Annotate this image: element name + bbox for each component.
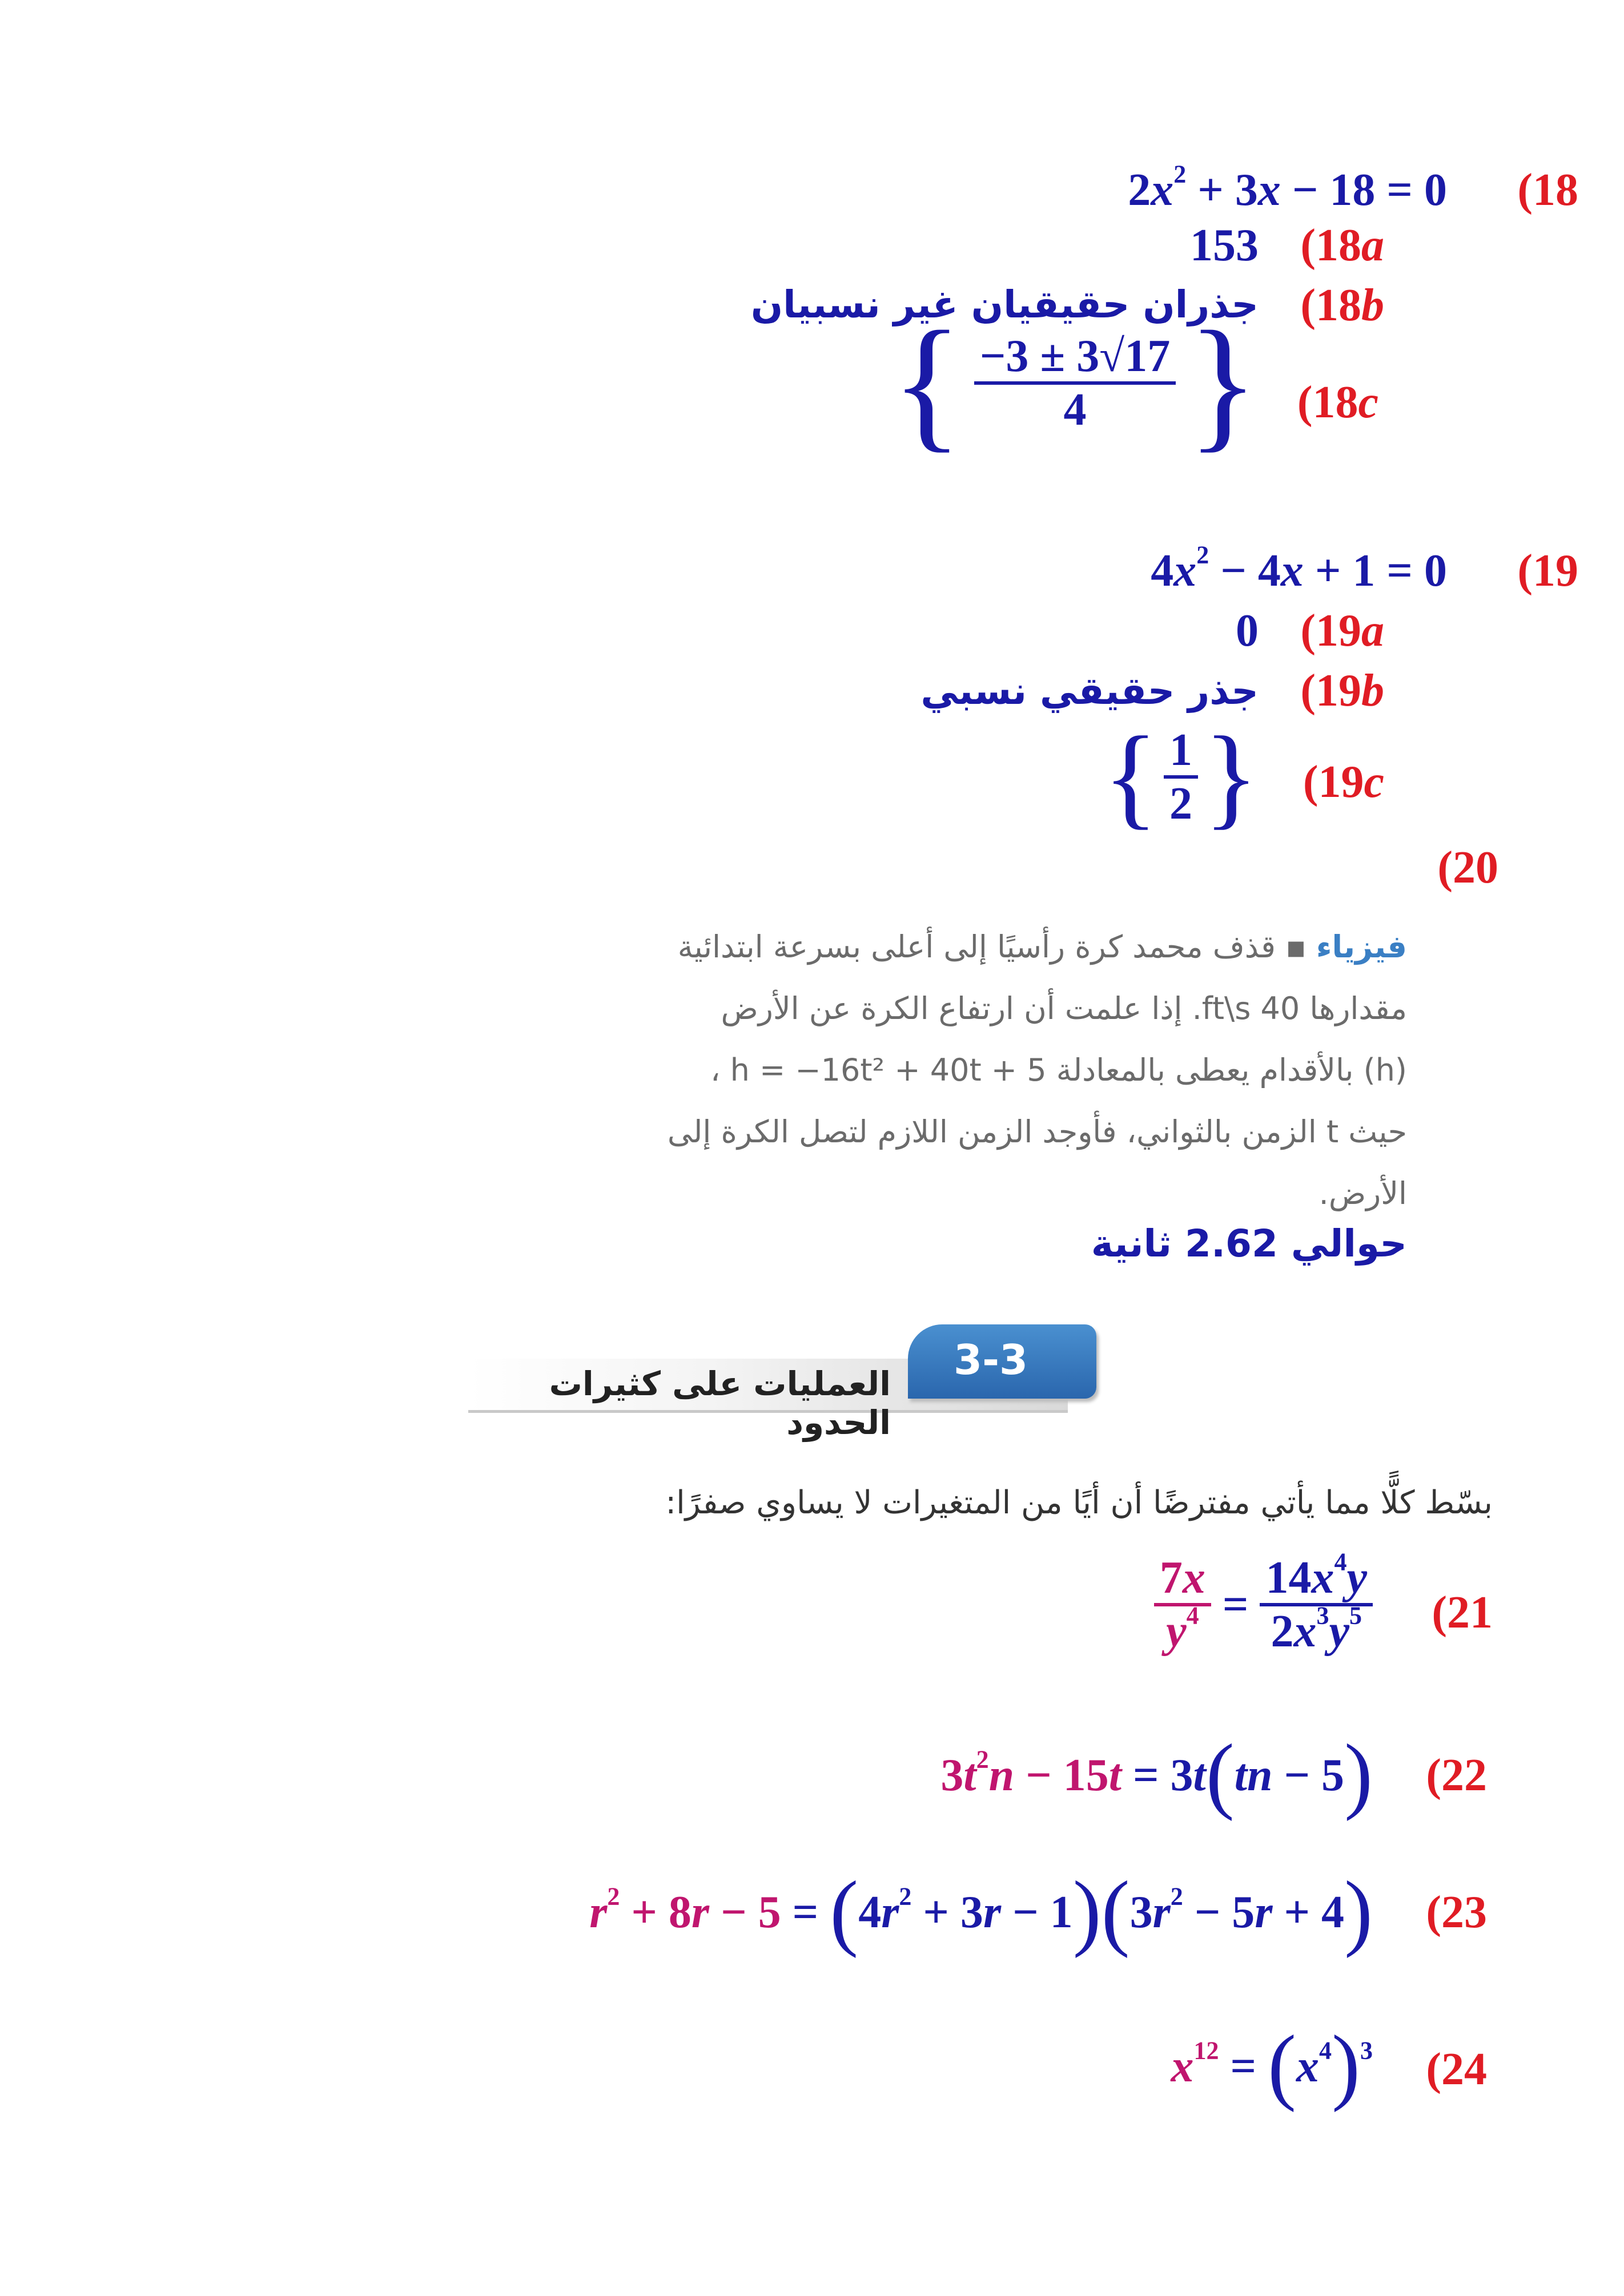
q20-line2: مقدارها 40 ft\s. إذا علمت أن ارتفاع الكرة عن الأرض	[721, 990, 1407, 1026]
q20-line4: حيث t الزمن بالثواني، فأوجد الزمن اللازم لتصل الكرة إلى	[667, 1114, 1407, 1150]
q19-equation: $4x^2 - 4x + 1 = 0$	[1151, 541, 1447, 596]
q20-tag: فيزياء	[1316, 929, 1407, 965]
q19-number: (19	[1517, 546, 1578, 596]
q19b-value: جذر حقيقي نسبي	[920, 669, 1259, 713]
q20-problem-text: فيزياء ▪ قذف محمد كرة رأسيًا إلى أعلى بسرعة ابتدائية مقدارها 40 ft\s. إذا علمت أن ارتفاع الكرة عن الأرض (h) بالأقدام يعطى بالمعادلة h = −16t² + 40t + 5 ، حيث t الزمن بالثواني، فأوجد الزمن اللازم لتصل الكرة إلى الأرض.	[493, 916, 1407, 1224]
q21-rhs: $\frac{14x^4y}{2x^3y^5}$	[1260, 1553, 1373, 1657]
q19c-label: (19c	[1303, 757, 1384, 807]
q19a-value: 0	[1236, 606, 1259, 656]
q18b-value: جذران حقيقيان غير نسبيان	[750, 283, 1259, 327]
q18-equation: $2x^2 + 3x - 18 = 0$	[1128, 160, 1447, 215]
q18-number: (18	[1517, 165, 1578, 215]
q24-number: (24	[1426, 2044, 1487, 2094]
q23-number: (23	[1426, 1887, 1487, 1937]
q19b-label: (19b	[1300, 666, 1384, 716]
q19c-numerator: 1	[1164, 725, 1198, 779]
q18a-value: 153	[1190, 220, 1259, 271]
q18c-label: (18c	[1297, 377, 1378, 428]
q20-line5: الأرض.	[1319, 1175, 1407, 1211]
section-header	[468, 1324, 1096, 1442]
q22-number: (22	[1426, 1750, 1487, 1800]
q20-answer: حوالي 2.62 ثانية	[1091, 1222, 1407, 1266]
q18c-denominator: 4	[1063, 385, 1087, 435]
q20-number: (20	[1437, 843, 1498, 893]
q18b-label: (18b	[1300, 280, 1384, 331]
q21-lhs: $\frac{7x}{y^4}$	[1154, 1553, 1211, 1657]
q19c-value: { $\frac{1}{2}$ }	[1103, 714, 1259, 840]
q18c-value: { $\frac{-3 \pm 3√17}{4}$ }	[891, 301, 1259, 465]
q20-line3: (h) بالأقدام يعطى بالمعادلة h = −16t² + 40t + 5 ،	[710, 1052, 1407, 1088]
q21-number: (21	[1432, 1588, 1493, 1638]
section-number: 3-3	[954, 1336, 1028, 1384]
q22-expression: $3t^2n - 15t = 3t(tn - 5)$	[940, 1726, 1373, 1822]
section-title: العمليات على كثيرات الحدود	[549, 1364, 891, 1442]
instructions: بسّط كلًّا مما يأتي مفترضًا أن أيًا من المتغيرات لا يساوي صفرًا:	[665, 1484, 1493, 1521]
q20-line1: قذف محمد كرة رأسيًا إلى أعلى بسرعة ابتدائية	[677, 929, 1276, 965]
q24-expression: $x^{12} = (x^4)^3$	[1171, 2017, 1373, 2113]
q19a-label: (19a	[1300, 606, 1384, 656]
q21-expression: $\frac{7x}{y^4}$ = $\frac{14x^4y}{2x^3y^5}$	[1154, 1553, 1373, 1657]
q19c-denominator: 2	[1169, 779, 1192, 829]
q18a-label: (18a	[1300, 220, 1384, 271]
q23-expression: $r^2 + 8r - 5 = (4r^2 + 3r - 1)(3r^2 - 5r + 4)$	[589, 1863, 1373, 1959]
q18c-numerator: −3 ± 3√17	[974, 331, 1176, 385]
